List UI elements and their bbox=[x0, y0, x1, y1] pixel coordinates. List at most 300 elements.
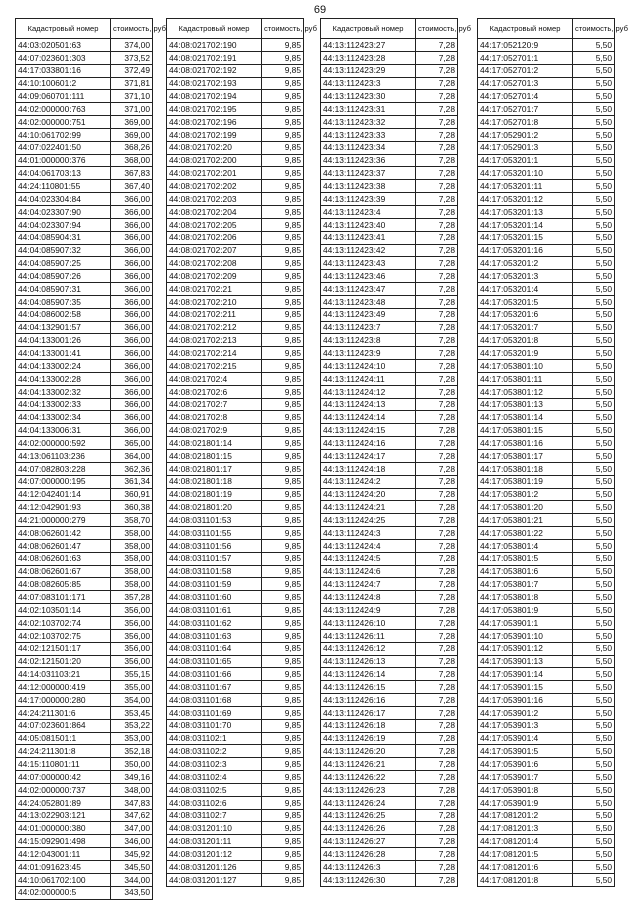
cadastral-number: 44:07:023601:303 bbox=[16, 51, 111, 64]
table-row bbox=[478, 861, 615, 874]
table-row bbox=[167, 604, 304, 617]
table-row bbox=[167, 116, 304, 129]
cadastral-number: 44:17:053901:1 bbox=[478, 616, 573, 629]
table-row bbox=[478, 578, 615, 591]
cost-value: 372,49 bbox=[111, 64, 153, 77]
table-row bbox=[321, 822, 458, 835]
cadastral-number: 44:08:021702:206 bbox=[167, 231, 262, 244]
cadastral-number: 44:13:112424:7 bbox=[321, 578, 416, 591]
table-row bbox=[16, 141, 153, 154]
table-row bbox=[321, 283, 458, 296]
cost-value: 7,28 bbox=[416, 39, 458, 52]
cost-value: 361,34 bbox=[111, 475, 153, 488]
cadastral-number: 44:08:021702:213 bbox=[167, 334, 262, 347]
table-row bbox=[478, 167, 615, 180]
cost-value: 366,00 bbox=[111, 257, 153, 270]
table-row bbox=[167, 861, 304, 874]
cadastral-number: 44:15:092901:498 bbox=[16, 835, 111, 848]
header-cost: стоимость, руб bbox=[416, 19, 458, 39]
cost-value: 9,85 bbox=[262, 64, 304, 77]
table-row bbox=[321, 732, 458, 745]
table-row bbox=[321, 681, 458, 694]
table-row bbox=[478, 334, 615, 347]
table-row bbox=[321, 796, 458, 809]
cost-value: 7,28 bbox=[416, 270, 458, 283]
cost-value: 362,36 bbox=[111, 462, 153, 475]
cadastral-number: 44:13:112423:31 bbox=[321, 103, 416, 116]
table-row bbox=[478, 424, 615, 437]
table-row bbox=[321, 77, 458, 90]
cost-value: 5,50 bbox=[573, 347, 615, 360]
table-row bbox=[478, 873, 615, 886]
cadastral-number: 44:17:052701:7 bbox=[478, 103, 573, 116]
cost-value: 5,50 bbox=[573, 771, 615, 784]
cost-value: 9,85 bbox=[262, 809, 304, 822]
table-row bbox=[16, 758, 153, 771]
cadastral-number: 44:02:121501:20 bbox=[16, 655, 111, 668]
cost-value: 9,85 bbox=[262, 475, 304, 488]
cost-value: 371,81 bbox=[111, 77, 153, 90]
cost-value: 5,50 bbox=[573, 398, 615, 411]
cadastral-number: 44:07:023601:864 bbox=[16, 719, 111, 732]
cost-value: 7,28 bbox=[416, 501, 458, 514]
table-row bbox=[321, 539, 458, 552]
table-row bbox=[16, 321, 153, 334]
cost-value: 7,28 bbox=[416, 385, 458, 398]
cadastral-number: 44:13:112424:15 bbox=[321, 424, 416, 437]
cadastral-number: 44:24:211301:8 bbox=[16, 745, 111, 758]
table-row bbox=[16, 771, 153, 784]
cadastral-number: 44:17:081201:4 bbox=[478, 835, 573, 848]
cadastral-number: 44:08:031101:59 bbox=[167, 578, 262, 591]
cadastral-number: 44:07:000000:195 bbox=[16, 475, 111, 488]
table-row bbox=[321, 154, 458, 167]
cost-value: 9,85 bbox=[262, 334, 304, 347]
table-row bbox=[167, 745, 304, 758]
table-row bbox=[167, 244, 304, 257]
cadastral-number: 44:13:112423:27 bbox=[321, 39, 416, 52]
cost-value: 5,50 bbox=[573, 450, 615, 463]
table-row bbox=[16, 655, 153, 668]
cadastral-number: 44:13:112426:17 bbox=[321, 706, 416, 719]
table-row bbox=[16, 77, 153, 90]
cadastral-number: 44:14:031103:21 bbox=[16, 668, 111, 681]
table-row bbox=[167, 668, 304, 681]
cost-value: 5,50 bbox=[573, 372, 615, 385]
table-row bbox=[321, 39, 458, 52]
cadastral-number: 44:01:000000:376 bbox=[16, 154, 111, 167]
cost-value: 9,85 bbox=[262, 681, 304, 694]
cost-value: 358,00 bbox=[111, 565, 153, 578]
cadastral-number: 44:17:081201:6 bbox=[478, 861, 573, 874]
table-row bbox=[167, 681, 304, 694]
table-row bbox=[321, 372, 458, 385]
table-row bbox=[16, 51, 153, 64]
cost-value: 5,50 bbox=[573, 462, 615, 475]
cost-value: 5,50 bbox=[573, 154, 615, 167]
cadastral-number: 44:17:053801:13 bbox=[478, 398, 573, 411]
cadastral-number: 44:13:112424:3 bbox=[321, 527, 416, 540]
cost-value: 7,28 bbox=[416, 77, 458, 90]
table-row bbox=[167, 193, 304, 206]
cadastral-number: 44:08:031101:62 bbox=[167, 616, 262, 629]
cadastral-number: 44:24:052801:89 bbox=[16, 796, 111, 809]
cadastral-number: 44:13:112423:34 bbox=[321, 141, 416, 154]
cadastral-number: 44:04:085907:26 bbox=[16, 270, 111, 283]
cadastral-number: 44:17:052701:8 bbox=[478, 116, 573, 129]
cost-value: 7,28 bbox=[416, 488, 458, 501]
cadastral-number: 44:17:081201:2 bbox=[478, 809, 573, 822]
cadastral-number: 44:04:133001:26 bbox=[16, 334, 111, 347]
cadastral-number: 44:17:053201:14 bbox=[478, 218, 573, 231]
cost-value: 9,85 bbox=[262, 244, 304, 257]
cadastral-number: 44:13:112426:27 bbox=[321, 835, 416, 848]
cadastral-number: 44:17:053901:4 bbox=[478, 732, 573, 745]
cost-value: 9,85 bbox=[262, 591, 304, 604]
cadastral-number: 44:08:031201:12 bbox=[167, 848, 262, 861]
cadastral-number: 44:08:062601:67 bbox=[16, 565, 111, 578]
table-row bbox=[16, 681, 153, 694]
table-row bbox=[321, 437, 458, 450]
cost-value: 9,85 bbox=[262, 77, 304, 90]
table-row bbox=[16, 616, 153, 629]
header-cadastral: Кадастровый номер bbox=[478, 19, 573, 39]
cost-value: 366,00 bbox=[111, 411, 153, 424]
cadastral-number: 44:08:031102:2 bbox=[167, 745, 262, 758]
table-row bbox=[167, 218, 304, 231]
cadastral-number: 44:13:112426:16 bbox=[321, 694, 416, 707]
cadastral-number: 44:03:020501:63 bbox=[16, 39, 111, 52]
cadastral-number: 44:13:112426:24 bbox=[321, 796, 416, 809]
cost-value: 9,85 bbox=[262, 745, 304, 758]
cost-value: 374,00 bbox=[111, 39, 153, 52]
table-row bbox=[16, 244, 153, 257]
cadastral-number: 44:17:053201:13 bbox=[478, 205, 573, 218]
cost-value: 369,00 bbox=[111, 128, 153, 141]
cadastral-number: 44:13:112426:23 bbox=[321, 783, 416, 796]
table-row bbox=[321, 308, 458, 321]
cadastral-number: 44:08:031101:57 bbox=[167, 552, 262, 565]
cadastral-number: 44:13:022903:121 bbox=[16, 809, 111, 822]
cost-value: 5,50 bbox=[573, 552, 615, 565]
table-row bbox=[16, 437, 153, 450]
cadastral-number: 44:12:042401:14 bbox=[16, 488, 111, 501]
cost-value: 347,00 bbox=[111, 822, 153, 835]
table-row bbox=[16, 103, 153, 116]
cost-value: 366,00 bbox=[111, 308, 153, 321]
cost-value: 7,28 bbox=[416, 706, 458, 719]
cost-value: 5,50 bbox=[573, 668, 615, 681]
cost-value: 7,28 bbox=[416, 334, 458, 347]
cost-value: 9,85 bbox=[262, 308, 304, 321]
cadastral-number: 44:04:133002:28 bbox=[16, 372, 111, 385]
cost-value: 350,00 bbox=[111, 758, 153, 771]
cost-value: 366,00 bbox=[111, 424, 153, 437]
cadastral-number: 44:17:053901:13 bbox=[478, 655, 573, 668]
cadastral-number: 44:17:053201:11 bbox=[478, 180, 573, 193]
cadastral-number: 44:17:053801:9 bbox=[478, 604, 573, 617]
cadastral-number: 44:17:053801:7 bbox=[478, 578, 573, 591]
cost-value: 9,85 bbox=[262, 450, 304, 463]
cost-value: 9,85 bbox=[262, 694, 304, 707]
table-row bbox=[167, 475, 304, 488]
cost-value: 5,50 bbox=[573, 629, 615, 642]
table-row bbox=[321, 462, 458, 475]
cost-value: 5,50 bbox=[573, 116, 615, 129]
cost-value: 5,50 bbox=[573, 822, 615, 835]
table-row bbox=[478, 347, 615, 360]
table-row bbox=[321, 180, 458, 193]
cadastral-number: 44:08:031101:64 bbox=[167, 642, 262, 655]
cadastral-number: 44:17:000000:280 bbox=[16, 694, 111, 707]
cadastral-number: 44:08:031101:53 bbox=[167, 514, 262, 527]
table-row bbox=[478, 745, 615, 758]
cadastral-number: 44:17:033801:16 bbox=[16, 64, 111, 77]
cost-value: 9,85 bbox=[262, 398, 304, 411]
table-row bbox=[167, 321, 304, 334]
cadastral-number: 44:13:112426:14 bbox=[321, 668, 416, 681]
table-row bbox=[167, 527, 304, 540]
cadastral-number: 44:08:021702:211 bbox=[167, 308, 262, 321]
table-row bbox=[478, 706, 615, 719]
table-row bbox=[478, 77, 615, 90]
cadastral-number: 44:02:000000:737 bbox=[16, 783, 111, 796]
header-cost: стоимость, руб bbox=[111, 19, 153, 39]
table-row bbox=[478, 758, 615, 771]
cost-value: 9,85 bbox=[262, 103, 304, 116]
cost-value: 7,28 bbox=[416, 771, 458, 784]
cadastral-number: 44:13:112424:17 bbox=[321, 450, 416, 463]
table-row bbox=[478, 655, 615, 668]
table-row bbox=[321, 488, 458, 501]
table-row bbox=[16, 167, 153, 180]
table-row bbox=[478, 552, 615, 565]
table-row bbox=[167, 629, 304, 642]
cost-value: 7,28 bbox=[416, 591, 458, 604]
cadastral-number: 44:13:112423:4 bbox=[321, 205, 416, 218]
table-row bbox=[16, 128, 153, 141]
table-row bbox=[478, 732, 615, 745]
cost-value: 369,00 bbox=[111, 116, 153, 129]
cadastral-number: 44:08:031101:68 bbox=[167, 694, 262, 707]
table-row bbox=[167, 783, 304, 796]
cost-value: 7,28 bbox=[416, 283, 458, 296]
cost-value: 360,91 bbox=[111, 488, 153, 501]
cost-value: 5,50 bbox=[573, 758, 615, 771]
table-row bbox=[321, 167, 458, 180]
table-row bbox=[478, 437, 615, 450]
table-row bbox=[16, 398, 153, 411]
cadastral-number: 44:17:053901:5 bbox=[478, 745, 573, 758]
table-row bbox=[321, 861, 458, 874]
table-row bbox=[16, 218, 153, 231]
cost-value: 7,28 bbox=[416, 51, 458, 64]
cost-value: 344,00 bbox=[111, 873, 153, 886]
table-row bbox=[16, 462, 153, 475]
cost-value: 7,28 bbox=[416, 873, 458, 886]
cadastral-number: 44:08:021702:6 bbox=[167, 385, 262, 398]
cost-value: 5,50 bbox=[573, 604, 615, 617]
table-row bbox=[321, 385, 458, 398]
table-row bbox=[321, 848, 458, 861]
cadastral-number: 44:24:110801:55 bbox=[16, 180, 111, 193]
cost-value: 7,28 bbox=[416, 745, 458, 758]
table-row bbox=[16, 39, 153, 52]
cadastral-number: 44:08:021702:4 bbox=[167, 372, 262, 385]
cadastral-number: 44:01:000000:380 bbox=[16, 822, 111, 835]
cost-value: 9,85 bbox=[262, 437, 304, 450]
table-row bbox=[321, 270, 458, 283]
cadastral-number: 44:02:000000:751 bbox=[16, 116, 111, 129]
table-row bbox=[478, 783, 615, 796]
table-row bbox=[16, 372, 153, 385]
cadastral-number: 44:17:053801:20 bbox=[478, 501, 573, 514]
cadastral-number: 44:07:082803:228 bbox=[16, 462, 111, 475]
table-row bbox=[478, 64, 615, 77]
cadastral-number: 44:13:112424:5 bbox=[321, 552, 416, 565]
cost-value: 5,50 bbox=[573, 835, 615, 848]
cost-value: 7,28 bbox=[416, 103, 458, 116]
table-row bbox=[167, 128, 304, 141]
cadastral-number: 44:04:061703:13 bbox=[16, 167, 111, 180]
cost-value: 356,00 bbox=[111, 616, 153, 629]
table-row bbox=[321, 141, 458, 154]
cost-value: 355,15 bbox=[111, 668, 153, 681]
cost-value: 7,28 bbox=[416, 732, 458, 745]
table-row bbox=[321, 706, 458, 719]
cost-value: 7,28 bbox=[416, 90, 458, 103]
table-row bbox=[321, 565, 458, 578]
cost-value: 5,50 bbox=[573, 167, 615, 180]
cost-value: 7,28 bbox=[416, 372, 458, 385]
cost-value: 7,28 bbox=[416, 668, 458, 681]
table-row bbox=[16, 514, 153, 527]
table-header-row bbox=[321, 19, 458, 39]
cadastral-number: 44:08:021702:9 bbox=[167, 424, 262, 437]
cost-value: 9,85 bbox=[262, 539, 304, 552]
table-row bbox=[478, 270, 615, 283]
cost-value: 5,50 bbox=[573, 539, 615, 552]
table-row bbox=[478, 668, 615, 681]
cadastral-number: 44:10:061702:99 bbox=[16, 128, 111, 141]
cost-value: 5,50 bbox=[573, 205, 615, 218]
cadastral-number: 44:08:031201:127 bbox=[167, 873, 262, 886]
cadastral-number: 44:08:021702:21 bbox=[167, 283, 262, 296]
table-row bbox=[167, 308, 304, 321]
table-row bbox=[16, 796, 153, 809]
cadastral-number: 44:17:053801:2 bbox=[478, 488, 573, 501]
table-row bbox=[321, 501, 458, 514]
cost-value: 7,28 bbox=[416, 527, 458, 540]
cost-value: 5,50 bbox=[573, 180, 615, 193]
cadastral-number: 44:08:031101:58 bbox=[167, 565, 262, 578]
table-row bbox=[478, 128, 615, 141]
cadastral-number: 44:17:053201:5 bbox=[478, 295, 573, 308]
table-row bbox=[321, 527, 458, 540]
cost-value: 5,50 bbox=[573, 578, 615, 591]
cadastral-number: 44:04:023307:94 bbox=[16, 218, 111, 231]
cadastral-number: 44:13:112426:3 bbox=[321, 861, 416, 874]
cost-value: 7,28 bbox=[416, 257, 458, 270]
cost-table-column-4 bbox=[477, 18, 628, 887]
cadastral-number: 44:04:132901:57 bbox=[16, 321, 111, 334]
cost-value: 9,85 bbox=[262, 848, 304, 861]
table-row bbox=[167, 385, 304, 398]
cost-value: 7,28 bbox=[416, 578, 458, 591]
cadastral-number: 44:17:052901:2 bbox=[478, 128, 573, 141]
table-row bbox=[321, 655, 458, 668]
table-header-row bbox=[478, 19, 615, 39]
table-row bbox=[16, 578, 153, 591]
cadastral-number: 44:08:021801:18 bbox=[167, 475, 262, 488]
cadastral-number: 44:08:031101:63 bbox=[167, 629, 262, 642]
cost-value: 7,28 bbox=[416, 783, 458, 796]
cost-value: 9,85 bbox=[262, 424, 304, 437]
cadastral-number: 44:21:000000:279 bbox=[16, 514, 111, 527]
cadastral-number: 44:17:053801:12 bbox=[478, 385, 573, 398]
cadastral-number: 44:08:031201:126 bbox=[167, 861, 262, 874]
table-row bbox=[321, 295, 458, 308]
table-row bbox=[478, 257, 615, 270]
table-row bbox=[167, 231, 304, 244]
cost-value: 5,50 bbox=[573, 694, 615, 707]
cadastral-number: 44:17:052701:4 bbox=[478, 90, 573, 103]
cost-value: 366,00 bbox=[111, 321, 153, 334]
cost-value: 9,85 bbox=[262, 193, 304, 206]
cadastral-number: 44:13:112424:14 bbox=[321, 411, 416, 424]
cadastral-number: 44:17:053801:21 bbox=[478, 514, 573, 527]
cadastral-number: 44:10:061702:100 bbox=[16, 873, 111, 886]
table-row bbox=[16, 424, 153, 437]
table-row bbox=[167, 90, 304, 103]
table-row bbox=[16, 450, 153, 463]
cadastral-number: 44:13:112424:18 bbox=[321, 462, 416, 475]
cadastral-number: 44:17:053801:16 bbox=[478, 437, 573, 450]
table-row bbox=[478, 616, 615, 629]
cost-value: 373,52 bbox=[111, 51, 153, 64]
cost-value: 9,85 bbox=[262, 796, 304, 809]
table-row bbox=[167, 334, 304, 347]
cadastral-number: 44:13:112426:11 bbox=[321, 629, 416, 642]
cost-value: 9,85 bbox=[262, 385, 304, 398]
cost-value: 7,28 bbox=[416, 552, 458, 565]
table-row bbox=[321, 128, 458, 141]
cost-value: 9,85 bbox=[262, 527, 304, 540]
cost-value: 358,00 bbox=[111, 539, 153, 552]
cost-value: 7,28 bbox=[416, 398, 458, 411]
table-row bbox=[478, 488, 615, 501]
table-row bbox=[321, 64, 458, 77]
cadastral-number: 44:17:053801:5 bbox=[478, 552, 573, 565]
cost-value: 366,00 bbox=[111, 218, 153, 231]
cost-value: 7,28 bbox=[416, 629, 458, 642]
table-row bbox=[167, 437, 304, 450]
cadastral-number: 44:08:021801:20 bbox=[167, 501, 262, 514]
cost-value: 5,50 bbox=[573, 809, 615, 822]
table-row bbox=[167, 591, 304, 604]
table-row bbox=[167, 488, 304, 501]
table-row bbox=[16, 270, 153, 283]
cadastral-number: 44:07:000000:42 bbox=[16, 771, 111, 784]
cost-value: 347,62 bbox=[111, 809, 153, 822]
table-row bbox=[16, 411, 153, 424]
cadastral-number: 44:08:031102:1 bbox=[167, 732, 262, 745]
table-row bbox=[478, 501, 615, 514]
cadastral-number: 44:12:042901:93 bbox=[16, 501, 111, 514]
cost-value: 9,85 bbox=[262, 321, 304, 334]
cadastral-number: 44:13:112423:49 bbox=[321, 308, 416, 321]
cadastral-number: 44:13:112426:25 bbox=[321, 809, 416, 822]
